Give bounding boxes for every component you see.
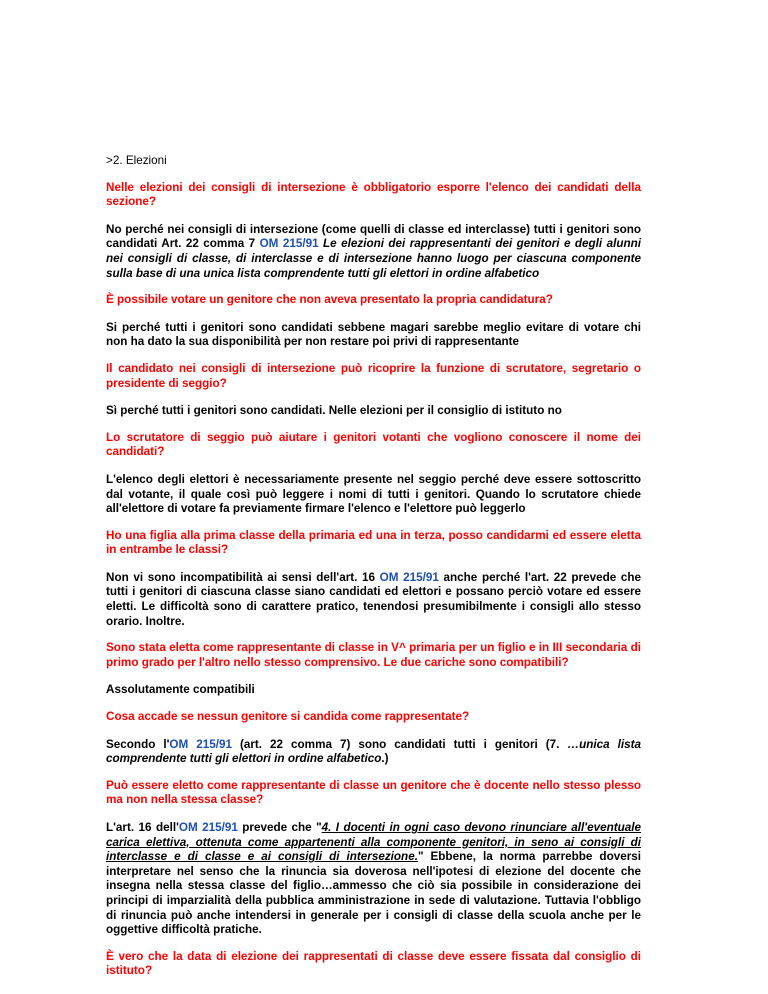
answer-3: Sì perché tutti i genitori sono candidati. Nelle elezioni per il consiglio di istituto no: [106, 404, 562, 418]
answer-8-quote: 4. I docenti in ogni caso devono rinunciare all'eventuale carica elettiva, ottenuta come appartenenti alla componente genitori, in seno ai consigli di interclasse e di classe e ai consigli di intersezione.: [106, 821, 642, 864]
answer-8-text: L'art. 16 dell': [106, 821, 179, 834]
answer-6: Assolutamente compatibili: [106, 683, 255, 697]
section-title: >2. Elezioni: [106, 154, 167, 167]
question-1: Nelle elezioni dei consigli di intersezione è obbligatorio esporre l'elenco dei candidati della sezione?: [106, 180, 641, 209]
question-5: Ho una figlia alla prima classe della primaria ed una in terza, posso candidarmi ed essere eletta in entrambe le classi?: [106, 528, 641, 557]
question-9: È vero che la data di elezione dei rappresentati di classe deve essere fissata dal consiglio di istituto?: [106, 949, 641, 978]
answer-5: [106, 571, 641, 629]
answer-7-text-cont: (art. 22 comma 7) sono candidati tutti i genitori (7.: [231, 737, 568, 751]
question-2: È possibile votare un genitore che non aveva presentato la propria candidatura?: [106, 293, 553, 307]
answer-4: L'elenco degli elettori è necessariamente presente nel seggio perché deve essere sottoscritto dal votante, il quale così può leggere i nomi di tutti i genitori. Quando lo scrutatore chiede all'elettore di votare fa previamente firmare l'elenco e l'elettore può leggerlo: [106, 472, 641, 516]
answer-1-quote: Le elezioni dei rappresentanti dei genitori e degli alunni nei consigli di classe, di interclasse e di intersezione hanno luogo per ciascuna componente sulla base di una unica lista comprendente tutti gli elettori in ordine alfabetico: [106, 237, 641, 280]
answer-5-text: Non vi sono incompatibilità ai sensi dell'art. 16: [106, 570, 380, 584]
question-8: Può essere eletto come rappresentante di classe un genitore che è docente nello stesso plesso ma non nella stessa classe?: [106, 778, 641, 807]
document-body: [106, 154, 641, 979]
question-7: Cosa accade se nessun genitore si candida come rappresentate?: [106, 710, 470, 724]
answer-8: [106, 821, 641, 938]
om-reference-link[interactable]: OM 215/91: [259, 237, 319, 251]
answer-8-text-cont: prevede che ": [237, 821, 322, 834]
om-reference-link[interactable]: OM 215/91: [178, 821, 238, 834]
question-6: Sono stata eletta come rappresentante di classe in V^ primaria per un figlio e in III secondaria di primo grado per l'altro nello stesso comprensivo. Le due cariche sono compatibili?: [106, 641, 641, 669]
question-3: Il candidato nei consigli di intersezione può ricoprire la funzione di scrutatore, segretario o presidente di seggio?: [106, 361, 641, 390]
answer-7-text: Secondo l': [106, 737, 170, 751]
answer-7: [106, 738, 641, 767]
om-reference-link[interactable]: OM 215/91: [169, 737, 232, 751]
answer-2: Si perché tutti i genitori sono candidati sebbene magari sarebbe meglio evitare di votare chi non ha dato la sua disponibilità per non restare poi privi di rappresentante: [106, 320, 641, 349]
answer-5-text-cont: anche perché l'art. 22 prevede che tutti i genitori di ciascuna classe siano candidati ed elettori e possano perciò votare ed essere eletti. Le difficoltà sono di carattere pratico, tenendosi presumibilmente i consigli allo stesso orario. Inoltre.: [106, 570, 641, 628]
answer-8-text-end: " Ebbene, la norma parrebbe doversi interpretare nel senso che la rinuncia sia doverosa nell'ipotesi di elezione del docente che insegna nella stessa classe del figlio…ammesso che ciò sia possibile in considerazione dei principi di imparzialità della pubblica amministrazione in sede di valutazione. Tuttavia l'obbligo di rinuncia può anche intendersi in generale per i consigli di classe della scuola anche per le oggettive difficoltà pratiche.: [106, 850, 642, 937]
question-4: Lo scrutatore di seggio può aiutare i genitori votanti che vogliono conoscere il nome dei candidati?: [106, 430, 641, 459]
om-reference-link[interactable]: OM 215/91: [379, 570, 439, 584]
answer-1: [106, 223, 641, 281]
answer-1-text: No perché nei consigli di intersezione (come quelli di classe ed interclasse) tutti i genitori sono candidati Art. 22 comma 7: [106, 222, 641, 251]
answer-7-quote: …unica lista comprendente tutti gli elettori in ordine alfabetico: [106, 737, 641, 766]
answer-7-text-end: .): [381, 752, 389, 766]
